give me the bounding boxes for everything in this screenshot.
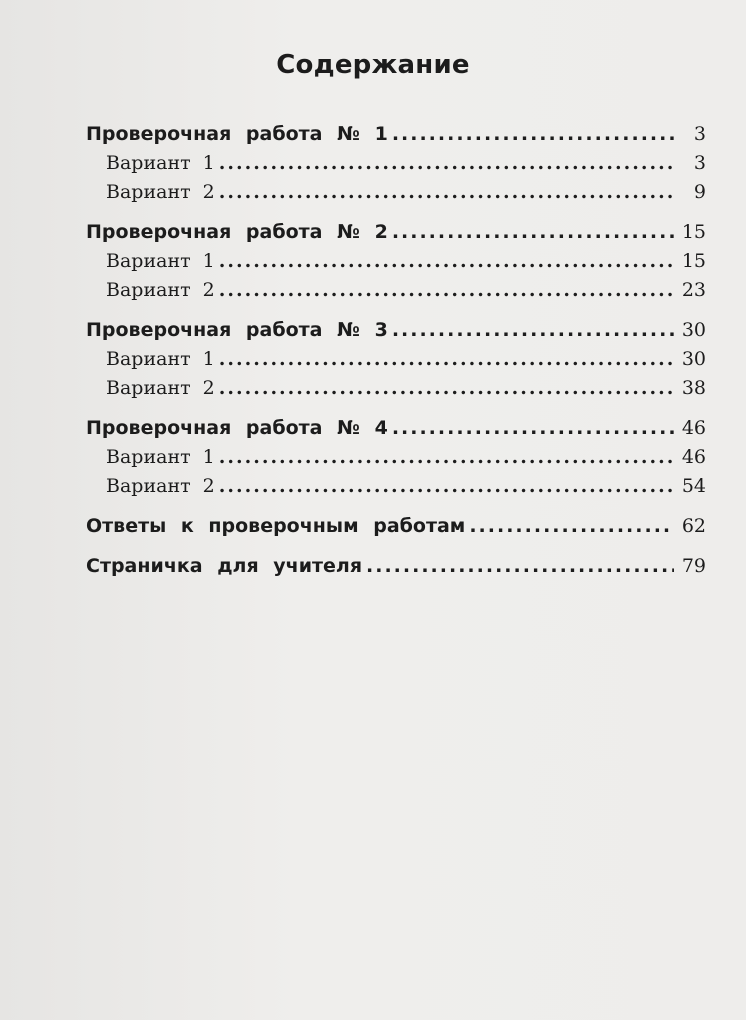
toc-entry-work-3-variant-2[interactable] [86,374,706,403]
toc-entry-label: Вариант 2 [106,181,215,203]
toc-page-number: 38 [681,377,706,399]
toc-entry-label: Вариант 1 [106,250,215,272]
dot-leader [366,552,674,581]
toc-entry-work-3-variant-1[interactable] [86,345,706,374]
toc-page-number: 46 [681,417,706,439]
toc-page-number: 54 [681,475,706,497]
dot-leader [219,345,674,374]
toc-entry-label: Вариант 2 [106,377,215,399]
dot-leader [219,276,674,305]
dot-leader [469,512,674,541]
toc-page-number: 23 [681,279,706,301]
toc-entry-work-1-variant-1[interactable] [86,149,706,178]
toc-page-number: 62 [681,515,706,537]
toc-page-number: 3 [693,123,706,145]
dot-leader [219,443,674,472]
toc-page-number: 30 [681,348,706,370]
toc-entry-work-3[interactable] [86,316,706,345]
toc-entry-work-1[interactable] [86,120,706,149]
toc-entry-label: Проверочная работа № 3 [86,319,388,341]
toc-page-number: 15 [681,250,706,272]
dot-leader [219,374,674,403]
toc-entry-work-4-variant-1[interactable] [86,443,706,472]
toc-entry-label: Вариант 1 [106,152,215,174]
toc-page-number: 3 [693,152,706,174]
toc-entry-answers[interactable] [86,512,706,541]
toc-entry-work-4-variant-2[interactable] [86,472,706,501]
toc-page-number: 30 [681,319,706,341]
toc-entry-work-2[interactable] [86,218,706,247]
dot-leader [219,472,674,501]
toc-entry-work-2-variant-2[interactable] [86,276,706,305]
toc-entry-label: Ответы к проверочным работам [86,515,466,537]
toc-entry-label: Вариант 2 [106,475,215,497]
toc-entry-label: Проверочная работа № 4 [86,417,388,439]
dot-leader [219,247,674,276]
dot-leader [219,149,674,178]
dot-leader [219,178,674,207]
dot-leader [392,316,674,345]
toc-page-number: 9 [693,181,706,203]
toc-entry-label: Вариант 1 [106,348,215,370]
toc-entry-label: Страничка для учителя [86,555,363,577]
toc-entry-work-2-variant-1[interactable] [86,247,706,276]
toc-entry-label: Вариант 2 [106,279,215,301]
toc-entry-label: Проверочная работа № 1 [86,123,388,145]
dot-leader [392,218,674,247]
table-of-contents [86,120,706,581]
toc-entry-label: Проверочная работа № 2 [86,221,388,243]
toc-entry-teacher-page[interactable] [86,552,706,581]
toc-page-number: 46 [681,446,706,468]
toc-entry-work-1-variant-2[interactable] [86,178,706,207]
dot-leader [392,414,674,443]
toc-entry-label: Вариант 1 [106,446,215,468]
toc-entry-work-4[interactable] [86,414,706,443]
dot-leader [392,120,674,149]
toc-page-number: 79 [681,555,706,577]
toc-page-number: 15 [681,221,706,243]
page-title: Содержание [276,50,470,80]
